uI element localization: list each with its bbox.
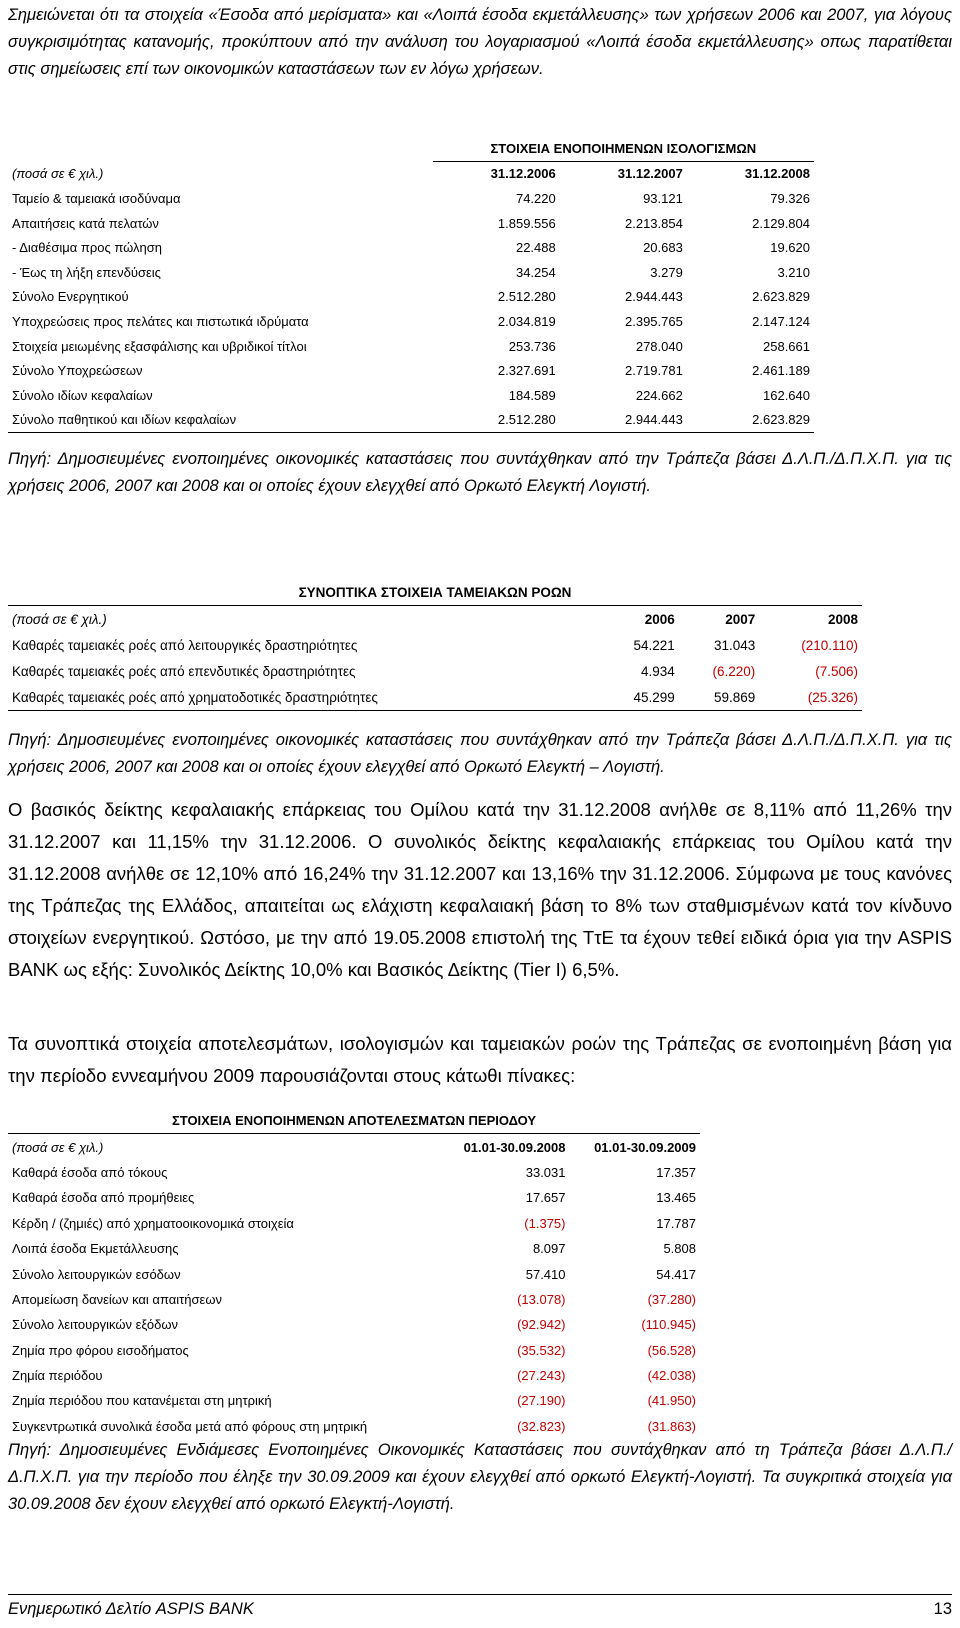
row-label: Καθαρά έσοδα από προμήθειες	[12, 1190, 195, 1206]
cell-value: 2.395.765	[625, 313, 683, 329]
cell-value: 2.129.804	[752, 215, 810, 231]
cell-value: 54.417	[656, 1266, 696, 1282]
cash-flow-table	[8, 579, 862, 711]
table-row	[8, 632, 862, 658]
cell-value: (32.823)	[517, 1418, 566, 1434]
row-label: Ταμείο & ταμειακά ισοδύναμα	[12, 190, 181, 206]
table-row	[8, 1261, 700, 1286]
income-statement-col-header: 01.01-30.09.2008	[463, 1139, 566, 1155]
cell-value: 253.736	[508, 338, 556, 354]
row-label: Κέρδη / (ζημιές) από χρηματοοικονομικά στοιχεία	[12, 1215, 294, 1231]
balance-sheet-unit: (ποσά σε € χιλ.)	[12, 166, 104, 182]
cell-value: 2.623.829	[752, 289, 810, 305]
row-label: Καθαρές ταμειακές ροές από χρηματοδοτικές δραστηριότητες	[8, 684, 601, 711]
cell-value: 2.147.124	[752, 313, 810, 329]
cell-value: 13.465	[656, 1190, 696, 1206]
cell-value: 34.254	[515, 264, 556, 280]
page-number: 13	[933, 1600, 952, 1618]
cash-flow-caption: ΣΥΝΟΠΤΙΚΑ ΣΤΟΙΧΕΙΑ ΤΑΜΕΙΑΚΩΝ ΡΟΩΝ	[8, 579, 862, 606]
row-label: Ζημία προ φόρου εισοδήματος	[12, 1342, 189, 1358]
row-label: Σύνολο λειτουργικών εσόδων	[12, 1266, 181, 1282]
table-row	[8, 408, 814, 433]
cell-value: 45.299	[601, 684, 679, 711]
cell-value: 2.512.280	[433, 408, 560, 433]
summary-paragraph: Τα συνοπτικά στοιχεία αποτελεσμάτων, ισολογισμών και ταμειακών ροών της Τράπεζας σε ενοποιημένη βάση για την περίοδο εννεαμήνου 2009 παρουσιάζονται στους κάτωθι πίνακες:	[8, 1033, 952, 1086]
row-label: Υποχρεώσεις προς πελάτες και πιστωτικά ιδρύματα	[12, 313, 309, 329]
cell-value: 4.934	[640, 663, 675, 679]
cell-value: (56.528)	[647, 1342, 696, 1358]
cell-value: (92.942)	[517, 1317, 566, 1333]
cell-value: 74.220	[515, 190, 556, 206]
table-row	[8, 1414, 700, 1439]
cell-value: (37.280)	[647, 1291, 696, 1307]
income-statement-col-header: 01.01-30.09.2009	[594, 1139, 696, 1155]
cell-value: 19.620	[770, 240, 810, 256]
cell-value: 59.869	[679, 684, 759, 711]
cash-flow-col-header: 2006	[644, 611, 675, 627]
table-row	[8, 358, 814, 383]
table-row	[8, 383, 814, 408]
table-row	[8, 186, 814, 211]
cell-value: (110.945)	[641, 1317, 696, 1333]
cell-value: 17.657	[525, 1190, 566, 1206]
row-label: Απομείωση δανείων και απαιτήσεων	[12, 1291, 222, 1307]
intro-paragraph: Σημειώνεται ότι τα στοιχεία «Έσοδα από μερίσματα» και «Λοιπά έσοδα εκμετάλλευσης» των χρήσεων 2006 και 2007, για λόγους συγκρισιμότητας κατανομής, προκύπτουν από την ανάλυση του λογαριασμού «Λοιπά έσοδα εκμετάλλευσης» οπως παρατίθεται στις σημείωσεις επί των οικονομικών καταστάσεων των εν λόγω χρήσεων.	[8, 6, 952, 78]
table-row	[8, 1211, 700, 1236]
table-row	[8, 334, 814, 359]
row-label: Συγκεντρωτικά συνολικά έσοδα μετά από φόρους στη μητρική	[12, 1418, 368, 1434]
table-row	[8, 1287, 700, 1312]
cell-value: 1.859.556	[497, 215, 556, 231]
row-label: Σύνολο Υποχρεώσεων	[12, 363, 143, 379]
cell-value: (41.950)	[647, 1393, 696, 1409]
source-note-3: Πηγή: Δημοσιευμένες Ενδιάμεσες Ενοποιημένες Οικονομικές Καταστάσεις που συντάχθηκαν από τη Τράπεζα βάσει Δ.Λ.Π./Δ.Π.Χ.Π. για την περίοδο που έληξε την 30.09.2009 και έχουν ελεγχθεί από ορκωτό Ελεγκτή-Λογιστή. Τα συγκριτικά στοιχεία για 30.09.2008 δεν έχουν ελεγχθεί από ορκωτό Ελεγκτή-Λογιστή.	[8, 1441, 952, 1513]
cell-value: (13.078)	[517, 1291, 566, 1307]
cell-value: 184.589	[508, 387, 556, 403]
balance-sheet-body	[8, 186, 814, 432]
row-label: - Διαθέσιμα προς πώληση	[12, 240, 163, 256]
cell-value: (6.220)	[712, 663, 756, 679]
source-note-1: Πηγή: Δημοσιευμένες ενοποιημένες οικονομικές καταστάσεις που συντάχθηκαν από την Τράπεζα βάσει Δ.Λ.Π./Δ.Π.Χ.Π. για τις χρήσεις 2006, 2007 και 2008 και οι οποίες έχουν ελεγχθεί από Ορκωτό Ελεγκτή Λογιστή.	[8, 450, 952, 495]
cell-value: (25.326)	[759, 684, 862, 711]
row-label: Στοιχεία μειωμένης εξασφάλισης και υβριδικοί τίτλοι	[12, 338, 307, 354]
row-label: Καθαρές ταμειακές ροές από λειτουργικές δραστηριότητες	[12, 637, 358, 653]
row-label: Σύνολο παθητικού και ιδίων κεφαλαίων	[8, 408, 433, 433]
balance-sheet-col-header: 31.12.2008	[744, 166, 810, 182]
cash-flow-body	[8, 632, 862, 711]
cell-value: 2.327.691	[497, 363, 556, 379]
cash-flow-unit: (ποσά σε € χιλ.)	[12, 611, 107, 627]
cell-value: 57.410	[525, 1266, 566, 1282]
cell-value: 79.326	[770, 190, 810, 206]
cell-value: 3.279	[650, 264, 683, 280]
cell-value: 17.357	[656, 1164, 696, 1180]
row-label: Ζημία περιόδου	[12, 1368, 103, 1384]
cell-value: 2.461.189	[752, 363, 810, 379]
row-label: Καθαρά έσοδα από τόκους	[12, 1164, 168, 1180]
income-statement-table	[8, 1108, 700, 1439]
cell-value: 2.512.280	[497, 289, 556, 305]
cell-value: (27.243)	[517, 1368, 566, 1384]
cell-value: (27.190)	[517, 1393, 566, 1409]
row-label: Απαιτήσεις κατά πελατών	[12, 215, 159, 231]
row-label: Σύνολο Ενεργητικού	[12, 289, 129, 305]
cell-value: 17.787	[656, 1215, 696, 1231]
cell-value: 22.488	[515, 240, 556, 256]
source-note-2: Πηγή: Δημοσιευμένες ενοποιημένες οικονομικές καταστάσεις που συντάχθηκαν από την Τράπεζα βάσει Δ.Λ.Π./Δ.Π.Χ.Π. για τις χρήσεις 2006, 2007 και 2008 και οι οποίες έχουν ελεγχθεί από Ορκωτό Ελεγκτή – Λογιστή.	[8, 731, 952, 776]
cell-value: 20.683	[643, 240, 683, 256]
cell-value: 224.662	[635, 387, 683, 403]
cell-value: 2.213.854	[625, 215, 683, 231]
cell-value: 31.043	[713, 637, 756, 653]
table-row	[8, 1236, 700, 1261]
table-row	[8, 285, 814, 310]
cell-value: 2.623.829	[687, 408, 814, 433]
table-row	[8, 684, 862, 711]
balance-sheet-table	[8, 136, 814, 433]
capital-adequacy-paragraph: Ο βασικός δείκτης κεφαλαιακής επάρκειας του Ομίλου κατά την 31.12.2008 ανήλθε σε 8,11% από 11,26% την 31.12.2007 και 11,15% την 31.12.2006. Ο συνολικός δείκτης κεφαλαιακής επάρκειας του Ομίλου κατά την 31.12.2008 ανήλθε σε 12,10% από 16,24% την 31.12.2007 και 13,16% την 31.12.2006. Σύμφωνα με τους κανόνες της Τράπεζας της Ελλάδος, απαιτείται ως ελάχιστη κεφαλαιακή βάση το 8% των σταθμισμένων κατά τον κίνδυνο στοιχείων ενεργητικού. Ωστόσο, με την από 19.05.2008 επιστολή της ΤτΕ τα έχουν τεθεί ειδικά όρια για την ASPIS BANK ως εξής: Συνολικός Δείκτης 10,0% και Βασικός Δείκτης (Tier I) 6,5%.	[8, 799, 952, 980]
row-label: Ζημία περιόδου που κατανέμεται στη μητρική	[12, 1393, 272, 1409]
row-label: Καθαρές ταμειακές ροές από επενδυτικές δραστηριότητες	[12, 663, 356, 679]
income-statement-body	[8, 1160, 700, 1439]
cell-value: 33.031	[525, 1164, 566, 1180]
table-row	[8, 658, 862, 684]
cell-value: 5.808	[663, 1241, 696, 1257]
row-label: Σύνολο ιδίων κεφαλαίων	[12, 387, 153, 403]
cell-value: (1.375)	[524, 1215, 566, 1231]
cell-value: 3.210	[777, 264, 810, 280]
balance-sheet-col-header: 31.12.2006	[490, 166, 556, 182]
cell-value: 93.121	[643, 190, 683, 206]
page-footer	[8, 1594, 952, 1619]
cell-value: 2.034.819	[497, 313, 556, 329]
cell-value: 2.944.443	[625, 289, 683, 305]
row-label: Σύνολο λειτουργικών εξόδων	[12, 1317, 179, 1333]
balance-sheet-col-header: 31.12.2007	[617, 166, 683, 182]
cell-value: 278.040	[635, 338, 683, 354]
table-row	[8, 260, 814, 285]
cash-flow-col-header: 2008	[827, 611, 858, 627]
table-row	[8, 1363, 700, 1388]
cell-value: (31.863)	[647, 1418, 696, 1434]
footer-title: Ενημερωτικό Δελτίο ASPIS BANK	[8, 1600, 254, 1618]
cell-value: 162.640	[763, 387, 810, 403]
cell-value: 2.719.781	[625, 363, 683, 379]
table-row	[8, 1185, 700, 1210]
row-label: - Έως τη λήξη επενδύσεις	[12, 264, 161, 280]
table-row	[8, 1160, 700, 1185]
cell-value: (210.110)	[801, 637, 858, 653]
cell-value: (42.038)	[647, 1368, 696, 1384]
cell-value: (7.506)	[815, 663, 858, 679]
cell-value: 8.097	[532, 1241, 566, 1257]
income-statement-caption: ΣΤΟΙΧΕΙΑ ΕΝΟΠΟΙΗΜΕΝΩΝ ΑΠΟΤΕΛΕΣΜΑΤΩΝ ΠΕΡΙΟΔΟΥ	[8, 1108, 700, 1134]
table-row	[8, 211, 814, 236]
row-label: Λοιπά έσοδα Εκμετάλλευσης	[12, 1241, 179, 1257]
cell-value: 258.661	[763, 338, 810, 354]
table-row	[8, 1388, 700, 1413]
table-row	[8, 1338, 700, 1363]
table-row	[8, 235, 814, 260]
table-row	[8, 309, 814, 334]
table-row	[8, 1312, 700, 1337]
cell-value: 2.944.443	[560, 408, 687, 433]
cell-value: (35.532)	[517, 1342, 566, 1358]
cash-flow-col-header: 2007	[725, 611, 756, 627]
cell-value: 54.221	[633, 637, 675, 653]
balance-sheet-caption: ΣΤΟΙΧΕΙΑ ΕΝΟΠΟΙΗΜΕΝΩΝ ΙΣΟΛΟΓΙΣΜΩΝ	[433, 136, 814, 161]
income-statement-unit: (ποσά σε € χιλ.)	[12, 1139, 104, 1155]
